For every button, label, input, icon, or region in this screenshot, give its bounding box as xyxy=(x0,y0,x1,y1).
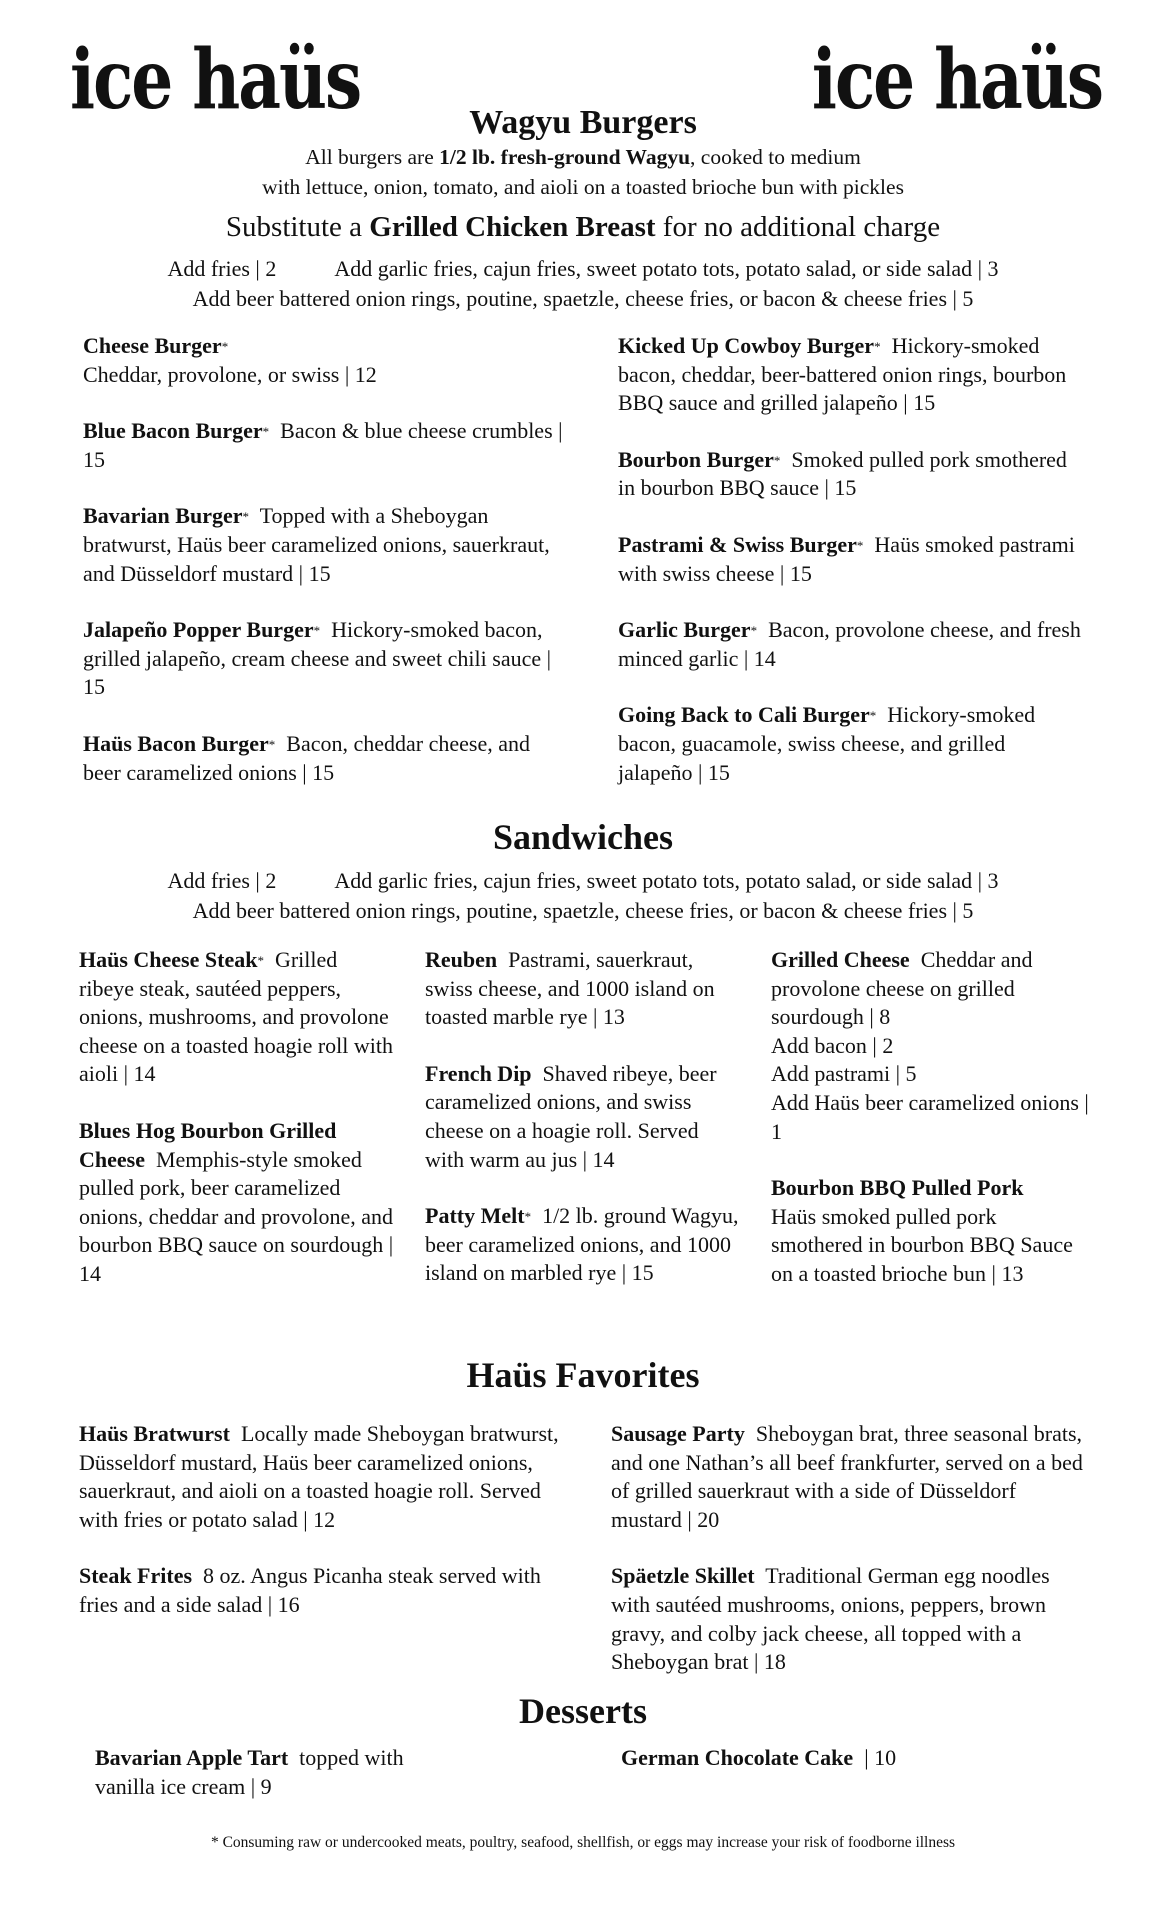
addon-premium: Add beer battered onion rings, poutine, spaetzle, cheese fries, or bacon & cheese fries | 5 xyxy=(192,285,974,311)
item-desc: Pastrami, sauerkraut, swiss cheese, and 1000 island on toasted marble rye | 13 xyxy=(425,947,715,1030)
item-name: French Dip xyxy=(425,1060,532,1086)
sandwiches-col-3 xyxy=(771,946,1089,1317)
item-desc: topped with vanilla ice cream | 9 xyxy=(95,1745,404,1799)
item-desc: Bacon, cheddar cheese, and beer caramelized onions | 15 xyxy=(83,730,531,785)
addon-sides: Add garlic fries, cajun fries, sweet potato tots, potato salad, or side salad | 3 xyxy=(334,867,999,893)
asterisk: * xyxy=(874,339,881,354)
item-desc: | 10 xyxy=(864,1745,897,1770)
item-name: Pastrami & Swiss Burger xyxy=(618,531,857,557)
item-name: Kicked Up Cowboy Burger xyxy=(618,333,875,358)
intro-text: , cooked to medium xyxy=(690,145,861,170)
menu-item xyxy=(83,730,568,787)
item-name: Grilled Cheese xyxy=(771,947,910,972)
burgers-grid xyxy=(83,332,1083,815)
menu-item xyxy=(611,1420,1089,1534)
item-name: Bourbon BBQ Pulled Pork xyxy=(771,1175,1024,1201)
favorites-col-left xyxy=(79,1420,569,1705)
addon-premium: Add beer battered onion rings, poutine, spaetzle, cheese fries, or bacon & cheese fries | 5 xyxy=(192,897,974,923)
burgers-col-left xyxy=(83,332,568,815)
menu-item xyxy=(771,946,1089,1146)
item-desc: 1/2 lb. ground Wagyu, beer caramelized onions, and 1000 island on marbled rye | 15 xyxy=(425,1203,739,1286)
item-desc: Haüs smoked pastrami with swiss cheese | 15 xyxy=(618,531,1075,586)
asterisk: * xyxy=(242,509,249,525)
favorites-col-right xyxy=(599,1420,1089,1705)
asterisk: * xyxy=(257,953,264,968)
asterisk: * xyxy=(773,452,781,468)
sandwiches-col-2 xyxy=(425,946,743,1317)
menu-item xyxy=(83,616,568,702)
item-desc: Locally made Sheboygan bratwurst, Düsseldorf mustard, Haüs beer caramelized onions, sauerkraut, and aioli on a toasted hoagie roll. Served with fries or potato salad | 12 xyxy=(79,1421,559,1532)
menu-item xyxy=(621,1744,1085,1773)
burgers-col-right xyxy=(598,332,1083,815)
sandwiches-col-1 xyxy=(79,946,397,1317)
menu-item xyxy=(95,1744,465,1801)
item-name: Jalapeño Popper Burger xyxy=(83,617,314,643)
sub-text: for no additional charge xyxy=(655,210,941,243)
menu-item xyxy=(618,531,1083,588)
intro-bold: 1/2 lb. fresh-ground Wagyu xyxy=(439,145,691,170)
desserts-title: Desserts xyxy=(519,1691,647,1731)
menu-item xyxy=(79,1117,397,1289)
item-extra: Add bacon | 2 xyxy=(771,1032,894,1058)
sub-text: Substitute a xyxy=(225,210,370,243)
menu-item xyxy=(83,502,568,588)
item-desc: Grilled ribeye steak, sautéed peppers, onions, mushrooms, and provolone cheese on a toasted hoagie roll with aioli | 14 xyxy=(79,947,394,1087)
item-desc: Bacon & blue cheese crumbles | 15 xyxy=(83,418,563,472)
menu-item xyxy=(425,1202,743,1288)
menu-item xyxy=(425,946,743,1032)
menu-item xyxy=(618,616,1083,673)
favorites-title: Haüs Favorites xyxy=(466,1355,700,1395)
asterisk: * xyxy=(524,1209,532,1225)
item-desc: Haüs smoked pulled pork smothered in bourbon BBQ Sauce on a toasted brioche bun | 13 xyxy=(771,1203,1073,1286)
item-extra: Add Haüs beer caramelized onions | 1 xyxy=(771,1089,1089,1144)
sandwiches-section xyxy=(0,818,1166,925)
desserts-grid xyxy=(95,1744,1085,1801)
sandwiches-title: Sandwiches xyxy=(492,817,674,857)
menu-item xyxy=(618,446,1083,503)
sandwich-addons xyxy=(0,866,1166,926)
asterisk: * xyxy=(313,623,321,639)
item-name: Garlic Burger xyxy=(618,617,751,643)
item-name: Blue Bacon Burger xyxy=(83,418,263,444)
burgers-section xyxy=(0,104,1166,314)
item-desc: Sheboygan brat, three seasonal brats, and one Nathan’s all beef frankfurter, served on a bed of grilled sauerkraut with a side of Düsseldorf mustard | 20 xyxy=(611,1421,1083,1532)
item-name: Bourbon Burger xyxy=(618,446,774,472)
item-desc: Cheddar and provolone cheese on grilled sourdough | 8 xyxy=(771,947,1033,1030)
burgers-intro xyxy=(0,143,1166,202)
item-desc: Shaved ribeye, beer caramelized onions, and swiss cheese on a hoagie roll. Served with warm au jus | 14 xyxy=(425,1060,717,1172)
item-desc: Topped with a Sheboygan bratwurst, Haüs beer caramelized onions, sauerkraut, and Düsseldorf mustard | 15 xyxy=(83,503,550,586)
item-name: Reuben xyxy=(425,947,498,972)
item-desc: Cheddar, provolone, or swiss | 12 xyxy=(83,361,377,387)
item-name: Patty Melt xyxy=(425,1203,525,1229)
addon-fries: Add fries | 2 xyxy=(167,867,277,893)
item-name: Blues Hog Bourbon Grilled Cheese xyxy=(79,1117,337,1172)
burgers-title: Wagyu Burgers xyxy=(469,104,697,141)
intro-line-2: with lettuce, onion, tomato, and aioli on a toasted brioche bun with pickles xyxy=(262,175,904,200)
logo-right: ice haüs xyxy=(811,30,1102,128)
logo-left: ice haüs xyxy=(70,30,361,128)
sandwiches-grid xyxy=(79,946,1089,1317)
item-desc: Hickory-smoked bacon, guacamole, swiss cheese, and grilled jalapeño | 15 xyxy=(618,702,1036,785)
item-extra: Add pastrami | 5 xyxy=(771,1061,917,1087)
asterisk: * xyxy=(262,424,270,440)
menu-item xyxy=(79,1420,569,1534)
item-desc: Smoked pulled pork smothered in bourbon BBQ sauce | 15 xyxy=(618,446,1067,501)
addon-sides: Add garlic fries, cajun fries, sweet potato tots, potato salad, or side salad | 3 xyxy=(334,255,999,281)
item-name: German Chocolate Cake xyxy=(621,1745,854,1770)
item-name: Cheese Burger xyxy=(83,333,222,358)
asterisk: * xyxy=(221,339,229,354)
asterisk: * xyxy=(268,736,276,752)
asterisk: * xyxy=(869,708,877,724)
item-name: Haüs Bratwurst xyxy=(79,1421,230,1446)
item-name: Bavarian Burger xyxy=(83,503,243,529)
item-name: Haüs Cheese Steak xyxy=(79,947,258,972)
menu-item xyxy=(425,1060,743,1174)
substitute-line xyxy=(0,211,1166,244)
menu-item xyxy=(771,1174,1089,1288)
menu-item xyxy=(618,701,1083,787)
favorites-grid xyxy=(79,1420,1089,1705)
addon-fries: Add fries | 2 xyxy=(167,255,277,281)
dessert-left xyxy=(95,1744,465,1801)
item-name: Bavarian Apple Tart xyxy=(95,1745,289,1770)
intro-text: All burgers are xyxy=(305,145,440,170)
menu-item xyxy=(79,1562,569,1619)
item-desc: 8 oz. Angus Picanha steak served with fries and a side salad | 16 xyxy=(79,1563,541,1617)
item-name: Sausage Party xyxy=(611,1421,745,1446)
menu-item xyxy=(611,1562,1089,1676)
dessert-right xyxy=(605,1744,1085,1801)
item-desc: Traditional German egg noodles with sautéed mushrooms, onions, peppers, brown gravy, and colby jack cheese, all topped with a Sheboygan brat | 18 xyxy=(611,1563,1050,1675)
item-desc: Bacon, provolone cheese, and fresh minced garlic | 14 xyxy=(618,617,1081,671)
menu-item xyxy=(83,417,568,474)
item-desc: Memphis-style smoked pulled pork, beer caramelized onions, cheddar and provolone, and bourbon BBQ sauce on sourdough | 14 xyxy=(79,1146,394,1286)
item-desc: Hickory-smoked bacon, grilled jalapeño, cream cheese and sweet chili sauce | 15 xyxy=(83,617,552,700)
asterisk: * xyxy=(750,623,758,639)
sub-bold: Grilled Chicken Breast xyxy=(369,210,656,243)
item-name: Späetzle Skillet xyxy=(611,1563,755,1589)
allergy-footnote: * Consuming raw or undercooked meats, poultry, seafood, shellfish, or eggs may increase your risk of foodborne illness xyxy=(210,1834,956,1851)
menu-item xyxy=(83,332,568,389)
item-name: Steak Frites xyxy=(79,1563,193,1589)
item-name: Going Back to Cali Burger xyxy=(618,702,870,728)
menu-item xyxy=(79,946,397,1089)
asterisk: * xyxy=(856,537,864,553)
menu-item xyxy=(618,332,1083,418)
burger-addons xyxy=(0,254,1166,314)
item-desc: Hickory-smoked bacon, cheddar, beer-battered onion rings, bourbon BBQ sauce and grilled jalapeño | 15 xyxy=(618,333,1067,416)
item-name: Haüs Bacon Burger xyxy=(83,730,269,756)
